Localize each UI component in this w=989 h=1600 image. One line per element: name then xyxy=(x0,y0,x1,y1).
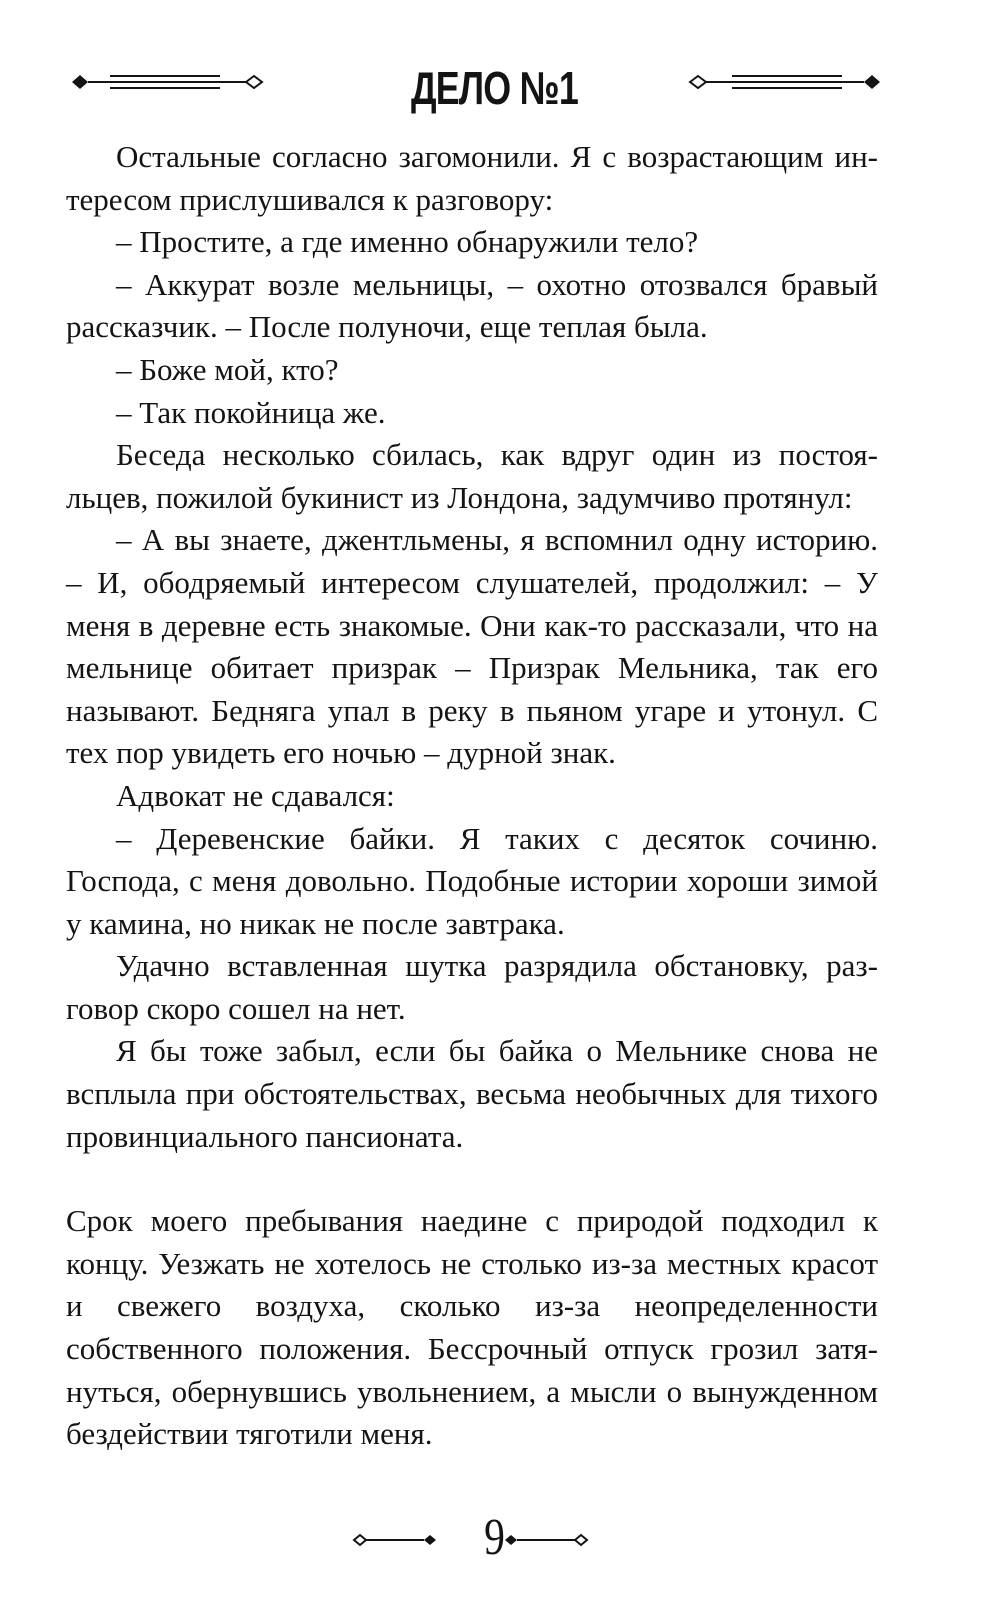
body-text xyxy=(66,136,878,1456)
paragraph: – А вы знаете, джентльмены, я вспомнил одну историю. – И, ободряемый интересом слушателей, продолжил: – У меня в деревне есть знакомые. Они как-то рассказали, что на мельнице обитает призрак – Призрак Мельника, так его называют. Бедняга упал в реку в пьяном угаре и утонул. С тех пор увидеть его ночью – дурной знак. xyxy=(66,522,878,771)
running-header-title: ДЕЛО №1 xyxy=(410,62,579,114)
running-header xyxy=(0,58,989,118)
paragraph: – Аккурат возле мельницы, – охотно отозвался бравый рассказчик. – После полуночи, еще теплая была. xyxy=(66,266,878,345)
ornamental-rule-icon xyxy=(686,70,882,94)
paragraph: Удачно вставленная шутка разрядила обстановку, разговор скоро сошел на нет. xyxy=(66,948,878,1026)
paragraph: – Деревенские байки. Я таких с десяток сочиню. Господа, с меня довольно. Подобные истории хороши зимой у камина, но никак не после завтрака. xyxy=(66,820,878,941)
page-number: 9 xyxy=(484,1509,505,1566)
section-break xyxy=(66,1158,878,1200)
paragraph: Беседа несколько сбилась, как вдруг один из постояльцев, пожилой букинист из Лондона, задумчиво протянул: xyxy=(66,437,878,515)
paragraph: Адвокат не сдавался: xyxy=(116,777,395,813)
footer-ornament-icon xyxy=(503,1532,589,1548)
paragraph: Остальные согласно загомонили. Я с возрастающим интересом прислушивался к разговору: xyxy=(66,139,878,217)
paragraph: Срок моего пребывания наедине с природой подходил к концу. Уезжать не хотелось не столько из-за местных красот и свежего воздуха, сколько из-за неопределенности собственного положения. Бессрочный отпуск грозил затянуться, обернувшись увольнением, а мысли о вынужденном бездействии тяготили меня. xyxy=(66,1203,878,1452)
paragraph: – Боже мой, кто? xyxy=(116,351,339,387)
paragraph: Я бы тоже забыл, если бы байка о Мельнике снова не всплыла при обстоятельствах, весьма необычных для тихого провинциального пансионата. xyxy=(66,1033,878,1154)
paragraph: – Простите, а где именно обнаружили тело? xyxy=(116,224,699,260)
paragraph: – Так покойница же. xyxy=(116,394,386,430)
page-footer xyxy=(0,1508,989,1568)
